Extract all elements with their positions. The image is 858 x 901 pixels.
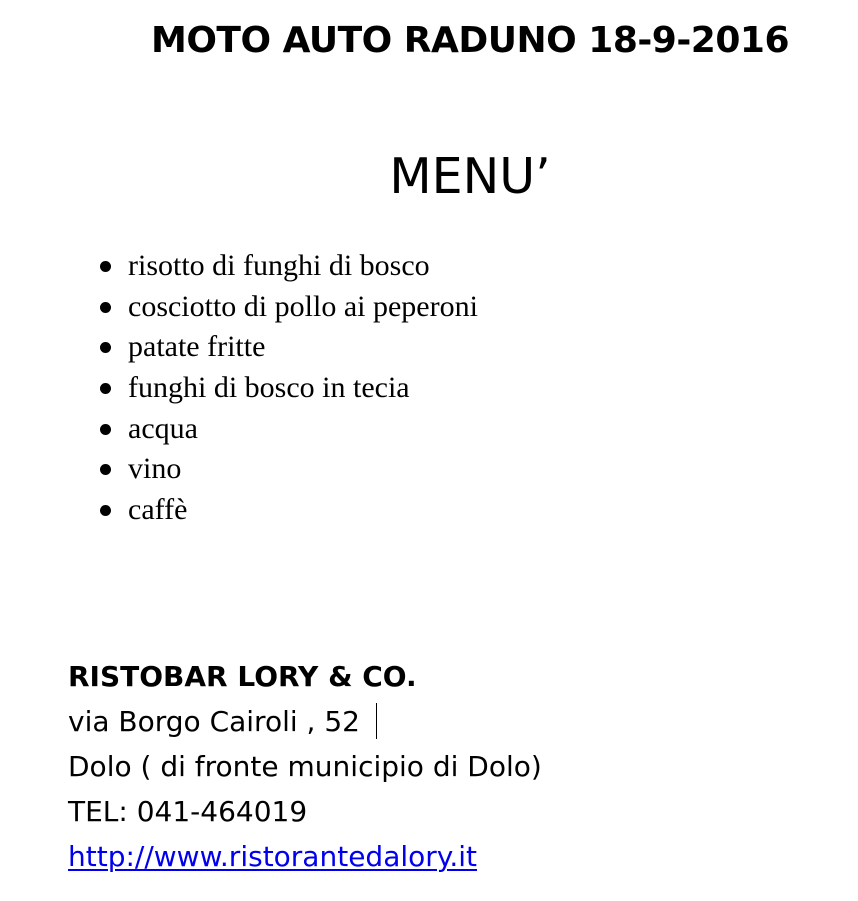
menu-item-label: risotto di funghi di bosco xyxy=(128,249,430,282)
location-line: Dolo ( di fronte municipio di Dolo) xyxy=(68,750,542,783)
bullet-icon xyxy=(100,342,111,353)
menu-item xyxy=(96,449,478,490)
menu-item xyxy=(96,327,478,368)
menu-item xyxy=(96,368,478,409)
menu-item-label: caffè xyxy=(128,493,188,527)
bullet-icon xyxy=(100,424,111,435)
website-link[interactable]: http://www.ristorantedalory.it xyxy=(68,840,478,873)
bullet-icon xyxy=(100,261,111,272)
bullet-icon xyxy=(100,505,111,516)
menu-list xyxy=(96,246,478,531)
website-line xyxy=(68,834,542,879)
menu-item xyxy=(96,246,478,287)
restaurant-name: RISTOBAR LORY & CO. xyxy=(68,660,417,693)
menu-item-label: cosciotto di pollo ai peperoni xyxy=(128,289,478,323)
document-title: MOTO AUTO RADUNO 18-9-2016 xyxy=(151,20,789,61)
menu-item xyxy=(96,490,478,531)
menu-item-label: acqua xyxy=(128,411,198,445)
bullet-icon xyxy=(100,464,111,475)
address-text: via Borgo Cairoli , 52 xyxy=(68,705,360,738)
bullet-icon xyxy=(100,383,111,394)
menu-item xyxy=(96,409,478,450)
menu-item xyxy=(96,287,478,328)
text-cursor xyxy=(376,703,377,739)
address-line xyxy=(68,699,542,744)
menu-item-label: patate fritte xyxy=(128,330,266,364)
phone-line: TEL: 041-464019 xyxy=(68,795,308,828)
contact-block xyxy=(68,654,542,879)
menu-item-label: funghi di bosco in tecia xyxy=(128,371,410,405)
menu-heading: MENU’ xyxy=(389,148,551,205)
bullet-icon xyxy=(100,302,111,313)
menu-item-label: vino xyxy=(128,452,182,486)
